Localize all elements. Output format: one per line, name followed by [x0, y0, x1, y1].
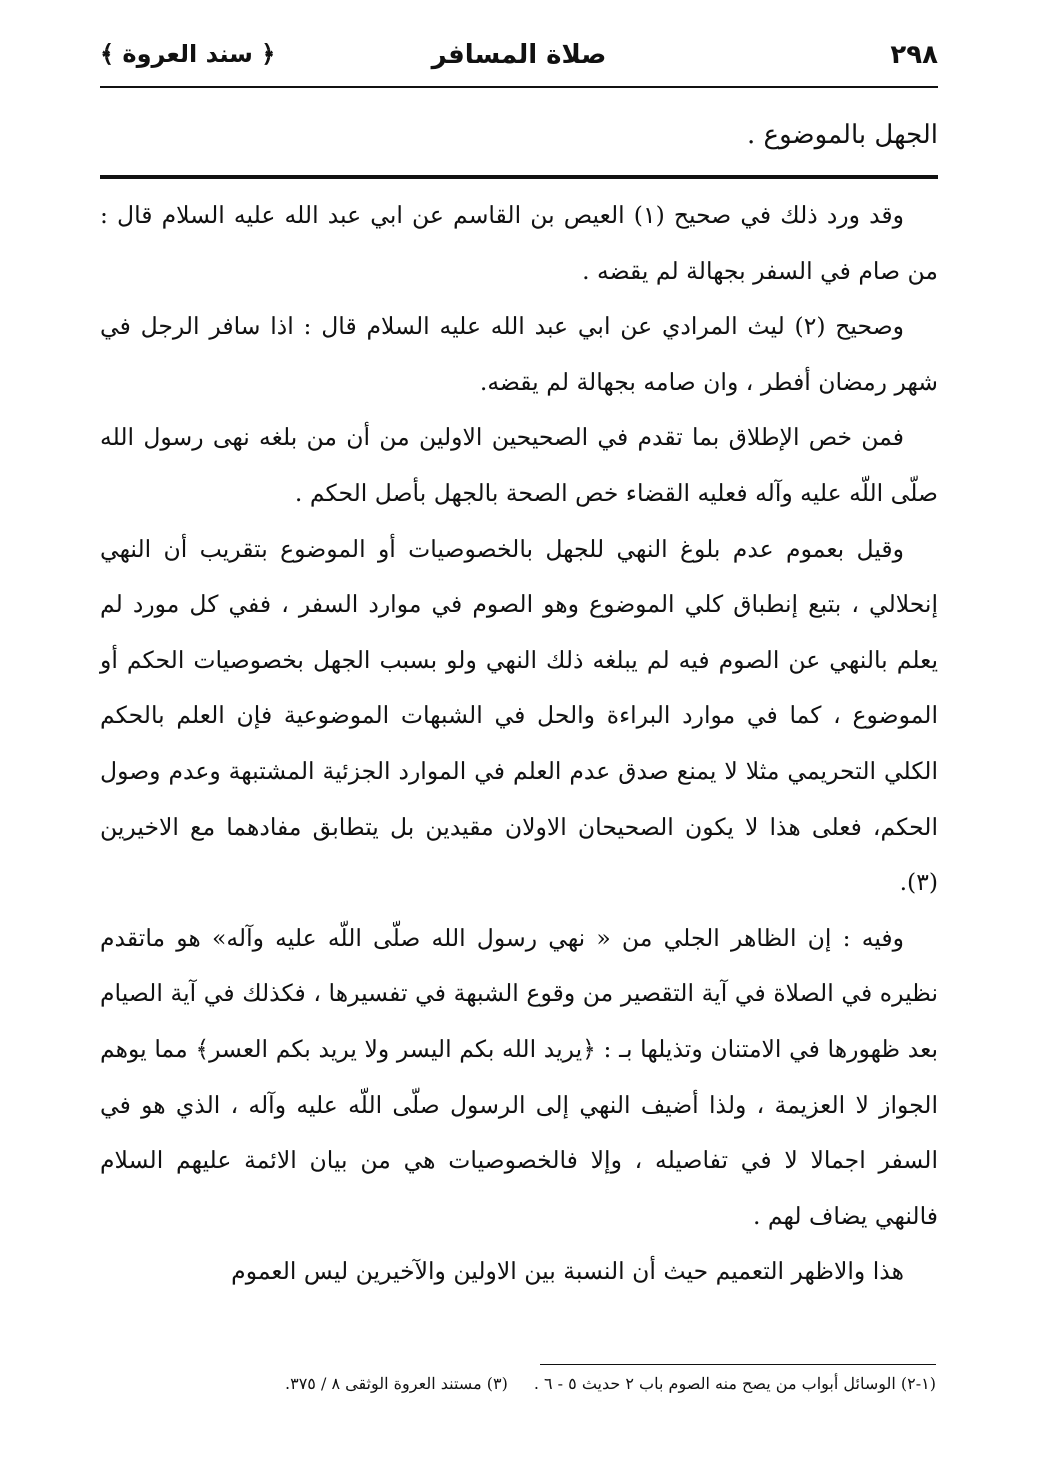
section-divider	[100, 175, 938, 179]
footnotes	[285, 1374, 936, 1393]
footnote: (١-٢) الوسائل أبواب من يصح منه الصوم باب ٢ حديث ٥ - ٦ .	[533, 1374, 936, 1393]
carry-over-line: الجهل بالموضوع .	[747, 120, 938, 150]
page-header	[100, 40, 938, 84]
header-divider	[100, 86, 938, 88]
paragraph: وفيه : إن الظاهر الجلي من « نهي رسول الله صلّى اللّه عليه وآله» هو ماتقدم نظيره في الصلاة في آية التقصير من وقوع الشبهة في تفسيرها ، فكذلك في آية الصيام بعد ظهورها في الامتنان وتذيلها بـ : ﴿يريد الله بكم اليسر ولا يريد بكم العسر﴾ مما يوهم الجواز لا العزيمة ، ولذا أضيف النهي إلى الرسول صلّى اللّه عليه وآله ، الذي هو في السفر اجمالا لا في تفاصيله ، وإلا فالخصوصيات هي من بيان الائمة عليهم السلام فالنهي يضاف لهم .	[100, 923, 938, 1230]
page-number: ٢٩٨	[890, 40, 938, 70]
book-title: ﴿ سند العروة ﴾	[100, 40, 276, 68]
footnote-divider	[540, 1364, 936, 1365]
paragraph: فمن خص الإطلاق بما تقدم في الصحيحين الاولين من أن من بلغه نهى رسول الله صلّى اللّه عليه وآله فعليه القضاء خص الصحة بالجهل بأصل الحكم .	[100, 423, 938, 507]
footnote: (٣) مستند العروة الوثقى ٨ / ٣٧٥.	[285, 1374, 508, 1393]
paragraph: وقد ورد ذلك في صحيح (١) العيص بن القاسم عن ابي عبد الله عليه السلام قال : من صام في السفر بجهالة لم يقضه .	[100, 201, 938, 285]
running-title: صلاة المسافر	[431, 40, 607, 70]
body-text	[100, 188, 938, 1300]
paragraph: وصحيح (٢) ليث المرادي عن ابي عبد الله عليه السلام قال : اذا سافر الرجل في شهر رمضان أفطر ، وان صامه بجهالة لم يقضه.	[100, 312, 938, 396]
paragraph: وقيل بعموم عدم بلوغ النهي للجهل بالخصوصيات أو الموضوع بتقريب أن النهي إنحلالي ، بتبع إنطباق كلي الموضوع وهو الصوم في موارد السفر ، ففي كل مورد لم يعلم بالنهي عن الصوم فيه لم يبلغه ذلك النهي ولو بسبب الجهل بخصوصيات الحكم أو الموضوع ، كما في موارد البراءة والحل في الشبهات الموضوعية فإن العلم بالحكم الكلي التحريمي مثلا لا يمنع صدق عدم العلم في الموارد الجزئية المشتبهة وعدم وصول الحكم، فعلى هذا لا يكون الصحيحان الاولان مقيدين بل يتطابق مفادهما مع الاخيرين (٣).	[100, 534, 938, 897]
paragraph: هذا والاظهر التعميم حيث أن النسبة بين الاولين والآخيرين ليس العموم	[231, 1257, 904, 1286]
